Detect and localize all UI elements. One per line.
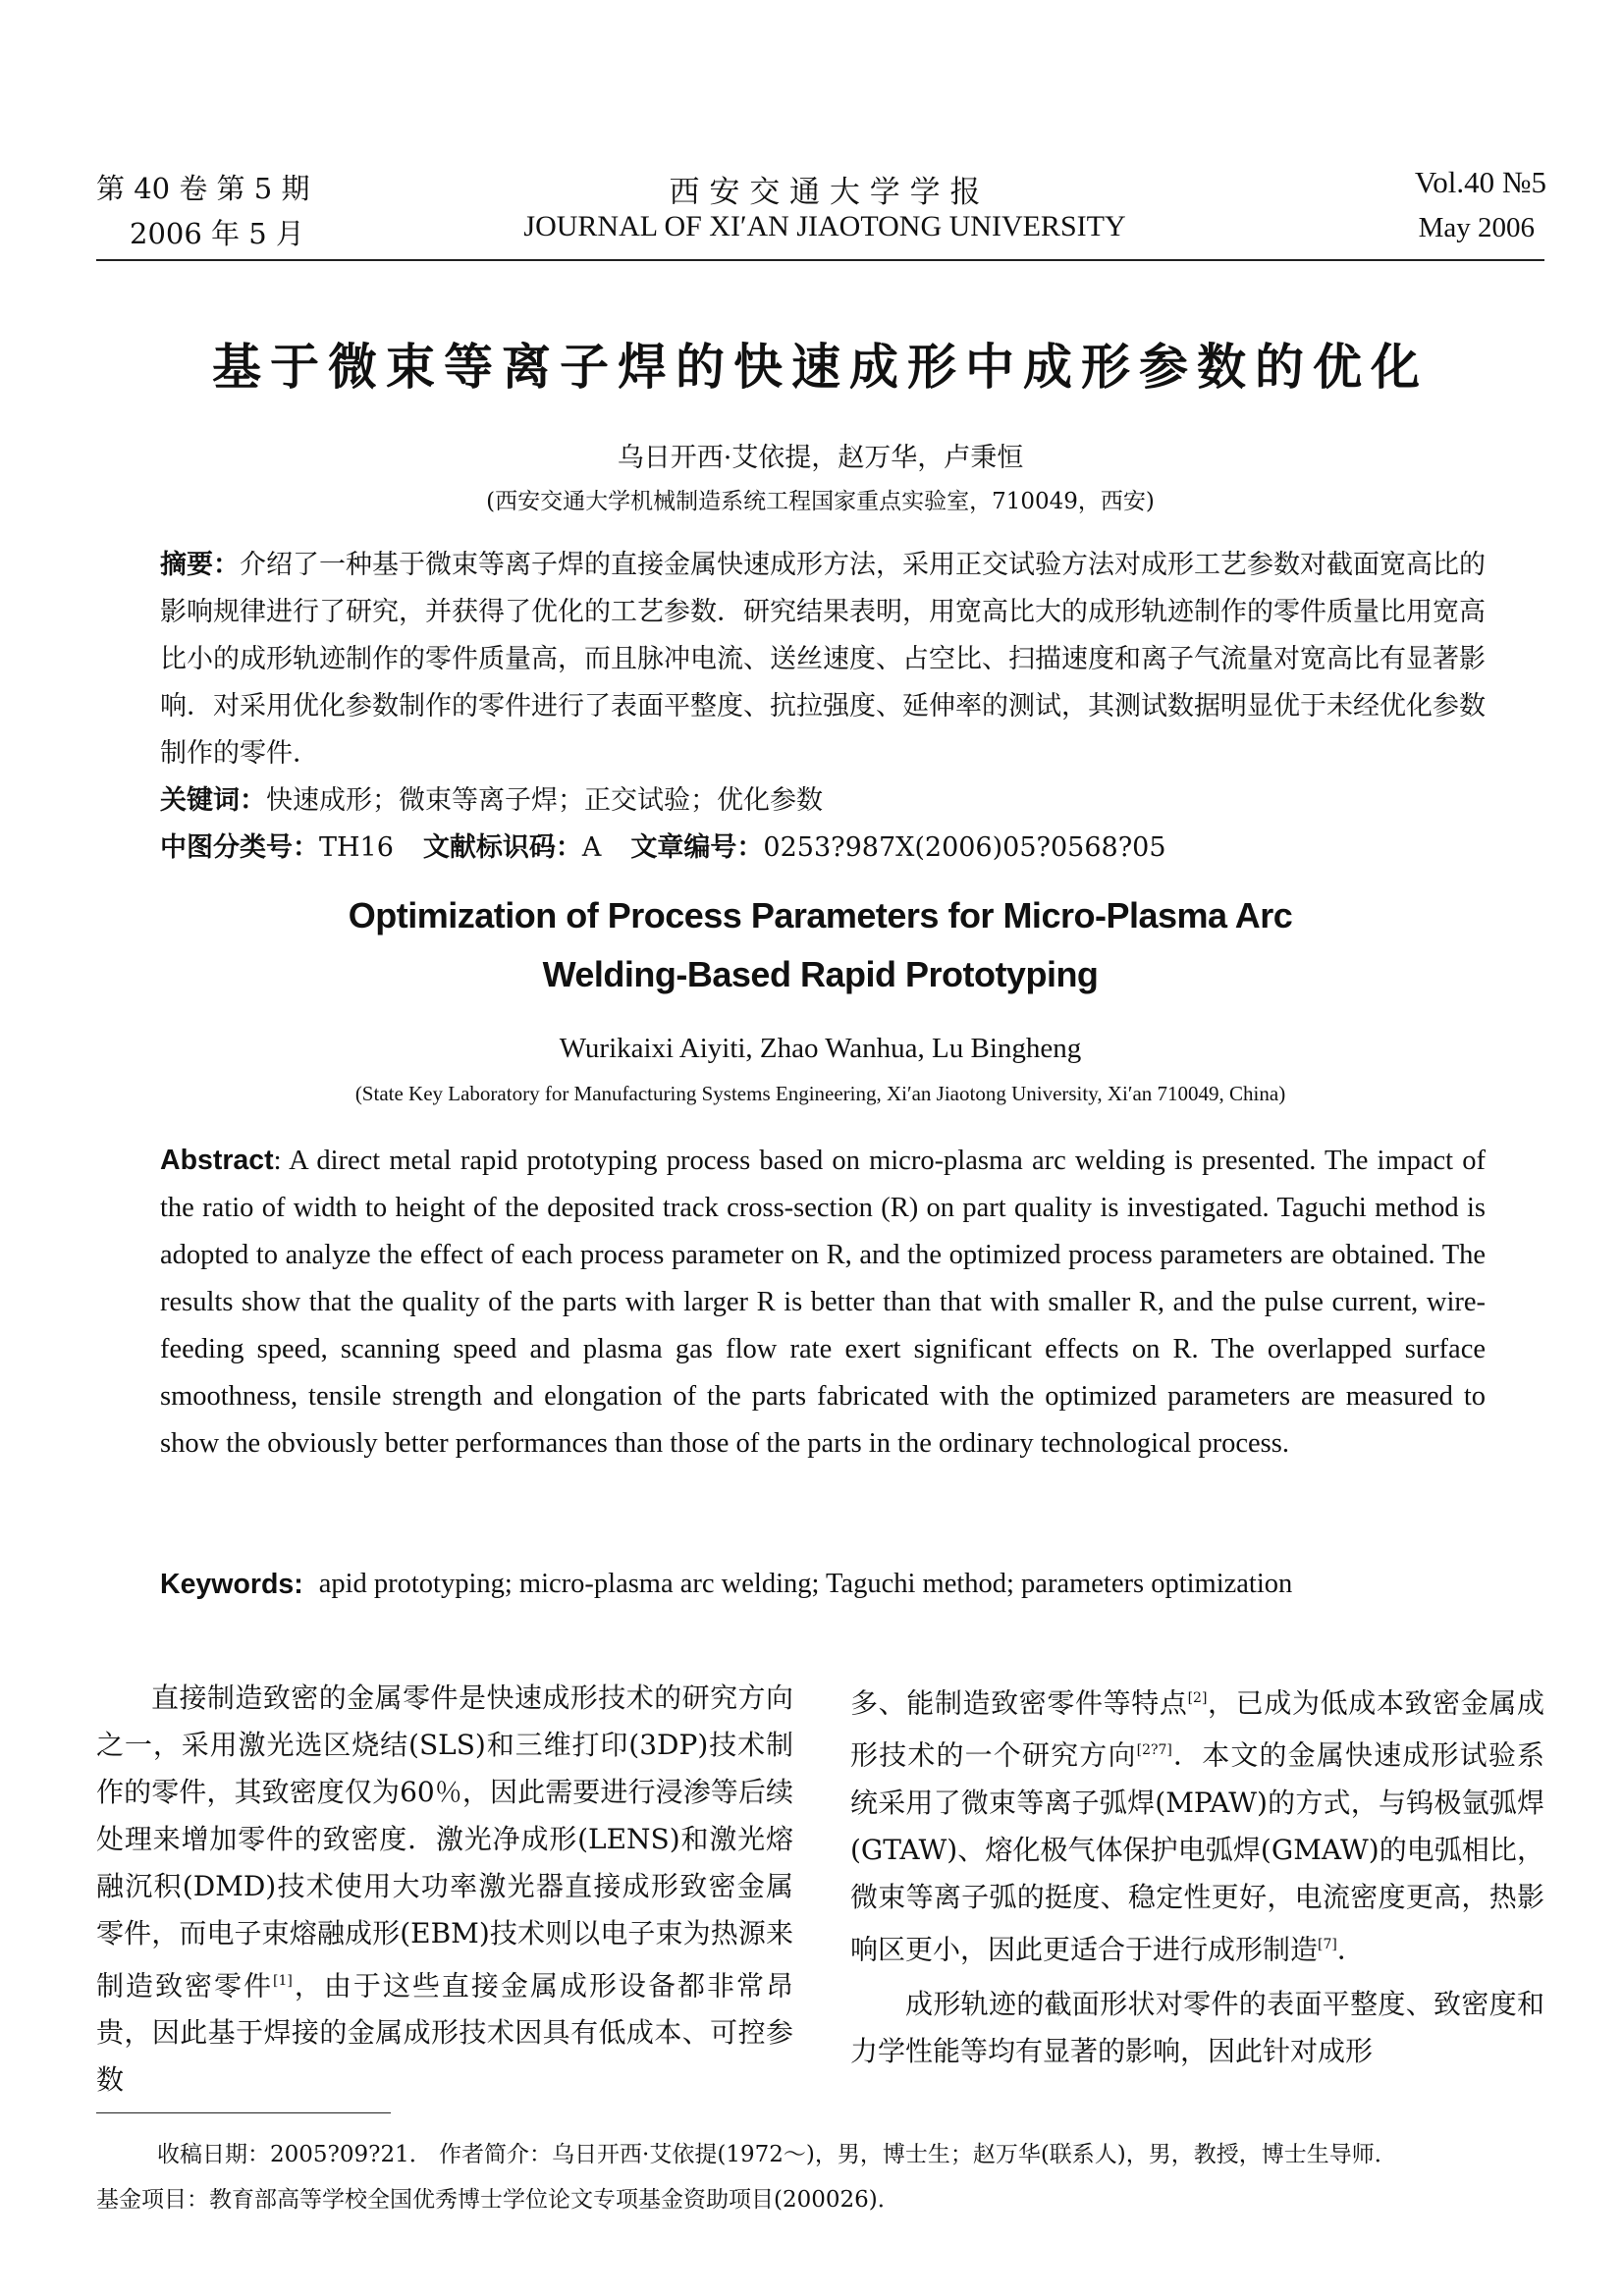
citation: [2?7] [1136,1742,1172,1759]
article-no-value: 0253?987X(2006)05?0568?05 [763,832,1166,863]
footnote-received: 收稿日期：2005?09?21． 作者简介：乌日开西·艾依提(1972～)，男，博士生；赵万华(联系人)，男，教授，博士生导师． [157,2142,1397,2167]
article-no-label: 文章编号： [630,832,764,863]
body-text: 直接制造致密的金属零件是快速成形技术的研究方向之一，采用激光选区烧结(SLS)和三维打印(3DP)技术制作的零件，其致密度仅为60％，因此需要进行浸渗等后续处理来增加零件的致密度．激光净成形(LENS)和激光熔融沉积(DMD)技术使用大功率激光器直接成形致密金属零件，而电子束熔融成形(EBM)技术则以电子束为热源来制造致密零件 [96,1682,793,2002]
keywords-en-label: Keywords: [160,1569,303,1600]
header-rule [96,259,1544,261]
journal-name-cn: 西 安 交 通 大 学 学 报 [669,175,981,210]
body-paragraph [96,1675,793,2104]
date-cn: 2006 年 5 月 [130,217,304,250]
keywords-en [160,1561,1486,1608]
doc-code-label: 文献标识码： [422,832,582,863]
journal-name-en: JOURNAL OF XI′AN JIAOTONG UNIVERSITY [523,210,1126,242]
authors-en: Wurikaixi Aiyiti, Zhao Wanhua, Lu Bingheng [559,1033,1082,1064]
citation: [7] [1318,1936,1337,1952]
abstract-cn-text: 介绍了一种基于微束等离子焊的直接金属快速成形方法，采用正交试验方法对成形工艺参数对截面宽高比的影响规律进行了研究，并获得了优化的工艺参数．研究结果表明，用宽高比大的成形轨迹制作的零件质量比用宽高比小的成形轨迹制作的零件质量高，而且脉冲电流、送丝速度、占空比、扫描速度和离子气流量对宽高比有显著影响．对采用优化参数制作的零件进行了表面平整度、抗拉强度、延伸率的测试，其测试数据明显优于未经优化参数制作的零件． [160,550,1486,769]
clc-label: 中图分类号： [160,832,319,863]
keywords-cn-label: 关键词： [160,785,266,816]
citation: [1] [273,1973,293,1989]
body-right-column [850,1675,1544,2075]
paper-title-cn: 基于微束等离子焊的快速成形中成形参数的优化 [212,339,1429,396]
abstract-cn [160,542,1486,777]
footnote-fund: 基金项目：教育部高等学校全国优秀博士学位论文专项基金资助项目(200026)． [96,2187,900,2213]
affiliation-cn: (西安交通大学机械制造系统工程国家重点实验室，710049，西安) [486,489,1155,514]
citation: [2] [1187,1690,1208,1706]
abstract-cn-label: 摘要： [160,550,240,580]
body-paragraph [850,1675,1544,1973]
affiliation-en: (State Key Laboratory for Manufacturing Systems Engineering, Xi′an Jiaotong University, Xi′an 710049, China) [354,1082,1286,1105]
keywords-en-text: apid prototyping; micro-plasma arc welding; Taguchi method; parameters optimization [318,1569,1293,1599]
body-text: 多、能制造致密零件等特点 [850,1686,1188,1720]
body-text: ． [1336,1932,1365,1965]
body-text: ，由于这些直接金属成形设备都非常昂贵，因此基于焊接的金属成形技术因具有低成本、可控参数 [96,1969,793,2097]
body-left-column [96,1675,793,2104]
date-en: May 2006 [1418,212,1535,243]
keywords-cn [160,777,1486,825]
paper-title-en-line2: Welding-Based Rapid Prototyping [542,954,1099,994]
abstract-en [160,1137,1486,1468]
volume-issue-en: Vol.40 №5 [1414,165,1546,199]
classification-cn [160,825,1486,872]
abstract-en-label: Abstract [160,1145,274,1176]
footnote-rule [96,2112,391,2113]
body-text: ，已成为低成本致密金属成形技术的一个研究方向 [850,1686,1544,1772]
body-text: ．本文的金属快速成形试验系统采用了微束等离子弧焊(MPAW)的方式，与钨极氩弧焊(GTAW)、熔化极气体保护电弧焊(GMAW)的电弧相比，微束等离子弧的挺度、稳定性更好，电流密度更高，热影响区更小，因此更适合于进行成形制造 [850,1738,1544,1965]
clc-value: TH16 [319,832,394,863]
body-paragraph: 成形轨迹的截面形状对零件的表面平整度、致密度和力学性能等均有显著的影响，因此针对成形 [850,1987,1544,2067]
abstract-en-text: : A direct metal rapid prototyping process based on micro-plasma arc welding is presented. The impact of the ratio of width to height of the deposited track cross-section (R) on part quality is investigated. Taguchi method is adopted to analyze the effect of each process parameter on R, and the optimized process parameters are obtained. The results show that the quality of the parts with larger R is better than that with smaller R, and the pulse current, wire-feeding speed, scanning speed and plasma gas flow rate exert significant effects on R. The overlapped surface smoothness, tensile strength and elongation of the parts fabricated with the optimized parameters are measured to show the obviously better performances than those of the parts in the ordinary technological process. [160,1146,1486,1459]
paper-title-en-line1: Optimization of Process Parameters for Micro-Plasma Arc [348,895,1293,935]
keywords-cn-text: 快速成形；微束等离子焊；正交试验；优化参数 [266,785,823,816]
doc-code-value: A [581,832,602,863]
volume-issue-cn: 第 40 卷 第 5 期 [96,172,310,205]
authors-cn: 乌日开西·艾依提，赵万华，卢秉恒 [617,443,1024,473]
